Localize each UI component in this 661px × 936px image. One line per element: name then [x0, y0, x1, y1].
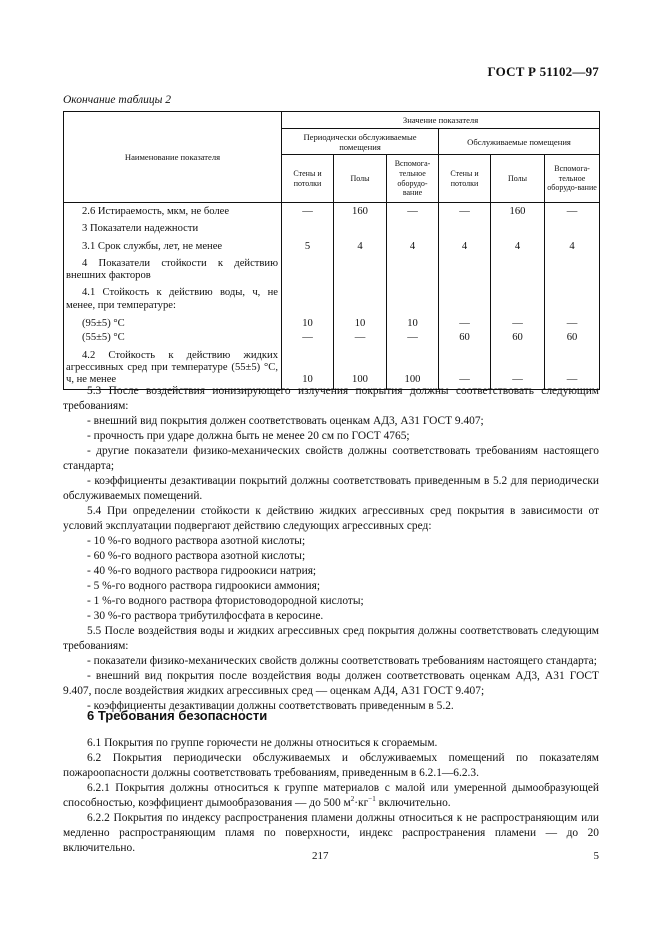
header-served-rooms: Обслуживаемые помещения — [439, 129, 600, 155]
indicator-table — [63, 111, 600, 390]
list-item: - 60 %-го водного раствора азотной кислоты; — [87, 550, 306, 562]
list-item: - прочность при ударе должна быть не менее 20 см по ГОСТ 4765; — [87, 430, 410, 442]
section-5-text — [63, 384, 599, 714]
paragraph-6-1: 6.1 Покрытия по группе горючести не должны относиться к сгораемым. — [87, 737, 438, 749]
header-walls-2: Стены и потолки — [439, 155, 491, 203]
table-caption: Окончание таблицы 2 — [63, 94, 171, 106]
header-aux-2: Вспомога-тельное оборудо-вание — [545, 155, 600, 203]
paragraph-5-5: 5.5 После воздействия воды и жидких агрессивных сред покрытия должны соответствовать следующим требованиям: — [63, 625, 599, 652]
paragraph-5-3: 5.3 После воздействия ионизирующего излучения покрытия должны соответствовать следующим требованиям: — [63, 385, 599, 412]
header-indicator-name: Наименование показателя — [64, 112, 282, 203]
table-row: 3 Показатели надежности — [64, 219, 600, 236]
list-item: - 40 %-го водного раствора гидроокиси натрия; — [87, 565, 317, 577]
paragraph-6-2: 6.2 Покрытия периодически обслуживаемых и обслуживаемых помещений по показателям пожароопасности должны соответствовать требованиям, приведенным в 6.2.1—6.2.3. — [63, 752, 599, 779]
section-6-text — [63, 736, 599, 856]
list-item: - внешний вид покрытия должен соответствовать оценкам АД3, А31 ГОСТ 9.407; — [87, 415, 484, 427]
list-item: - коэффициенты дезактивации должны соответствовать приведенным в 5.2. — [87, 700, 454, 712]
folio-number: 217 — [312, 850, 329, 862]
header-periodic-rooms: Периодически обслуживаемые помещения — [282, 129, 439, 155]
header-aux-1: Вспомога-тельное оборудо-вание — [387, 155, 439, 203]
list-item: - показатели физико-механических свойств должны соответствовать требованиям настоящего стандарта; — [87, 655, 597, 667]
list-item: - коэффициенты дезактивации покрытий должны соответствовать приведенным в 5.2 для периодически обслуживаемых помещений. — [63, 475, 599, 502]
list-item: - 30 %-го раствора трибутилфосфата в керосине. — [87, 610, 324, 622]
header-walls-1: Стены и потолки — [282, 155, 334, 203]
table-row: (95±5) °С 10 10 10 — — — — [64, 313, 600, 331]
table-row: 4.1 Стойкость к действию воды, ч, не менее, при температуре: — [64, 283, 600, 313]
page-number: 5 — [593, 850, 599, 862]
table-row: 3.1 Срок службы, лет, не менее 5 4 4 4 4 4 — [64, 237, 600, 254]
paragraph-6-2-2: 6.2.2 Покрытия по индексу распространения пламени должны относиться к не распространяющим или медленно распространяющим пламя по поверхности, индекс распространения пламени — до 20 включительно. — [63, 812, 599, 854]
table-row: 2.6 Истираемость, мкм, не более — 160 — — 160 — — [64, 203, 600, 220]
list-item: - внешний вид покрытия после воздействия воды должен соответствовать оценкам АД3, А31 ГОСТ 9.407, после воздействия жидких агрессивных сред — оценкам АД4, А31 ГОСТ 9.407; — [63, 670, 599, 697]
list-item: - 5 %-го водного раствора гидроокиси аммония; — [87, 580, 321, 592]
paragraph-6-2-1: 6.2.1 Покрытия должны относиться к группе материалов с малой или умеренной дымообразующей способностью, коэффициент дымообразования — до 500 $м^2\cdot кг^{-1}$ включительно. — [63, 782, 599, 809]
table-row: 4 Показатели стойкости к действию внешних факторов — [64, 254, 600, 284]
list-item: - 10 %-го водного раствора азотной кислоты; — [87, 535, 306, 547]
header-floors-1: Полы — [334, 155, 387, 203]
table-row: 4.2 Стойкость к действию жидких агрессивных сред при температуре (55±5) °С, ч, не менее 10 100 100 — — — — [64, 346, 600, 389]
standard-code: ГОСТ Р 51102—97 — [487, 64, 599, 79]
list-item: - другие показатели физико-механических свойств должны соответствовать требованиям настоящего стандарта; — [63, 445, 599, 472]
list-item: - 1 %-го водного раствора фтористоводородной кислоты; — [87, 595, 364, 607]
section-6-heading: 6 Требования безопасности — [87, 708, 268, 723]
header-indicator-value: Значение показателя — [282, 112, 600, 129]
paragraph-5-4: 5.4 При определении стойкости к действию жидких агрессивных сред покрытия в зависимости от условий эксплуатации подвергают действию следующих агрессивных сред: — [63, 505, 599, 532]
table-row: (55±5) °С — — — 60 60 60 — [64, 331, 600, 345]
header-floors-2: Полы — [491, 155, 545, 203]
